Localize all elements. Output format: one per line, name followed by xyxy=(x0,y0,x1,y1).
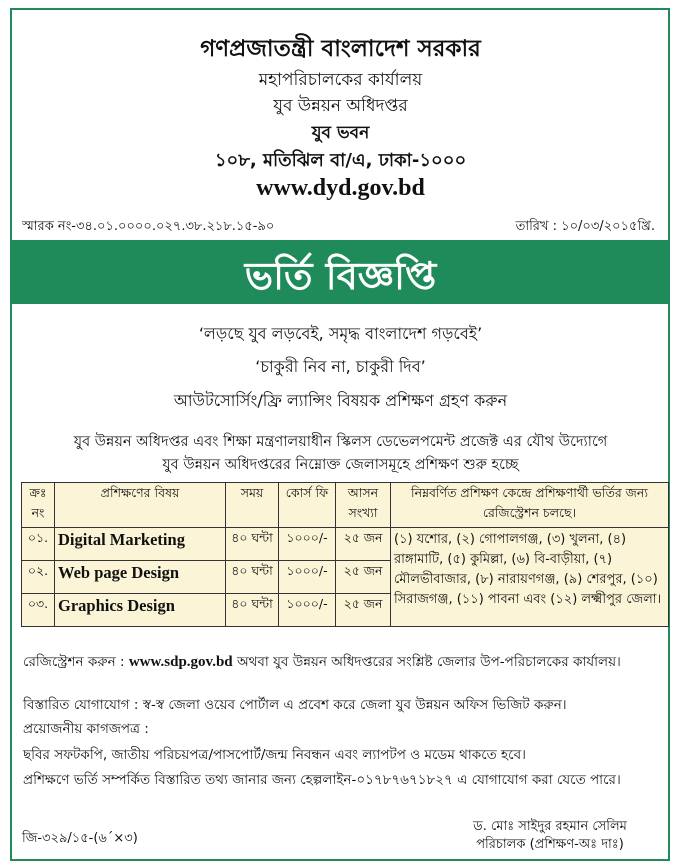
header-fee: কোর্স ফি xyxy=(279,483,336,528)
slogan-2: ‘চাকুরী নিব না, চাকুরী দিব’ xyxy=(255,357,426,376)
building-name: যুব ভবন xyxy=(311,123,370,143)
row-serial: ০৩. xyxy=(22,594,55,627)
course-table xyxy=(21,482,669,627)
header-serial: ক্রঃ নং xyxy=(22,483,55,528)
header-centers: নিম্নবর্ণিত প্রশিক্ষণ কেন্দ্রে প্রশিক্ষণার্থী ভর্তির জন্য রেজিস্ট্রেশন চলছে। xyxy=(391,483,669,528)
row-seats: ২৫ জন xyxy=(336,528,391,561)
signatory-name: ড. মোঃ সাইদুর রহমান সেলিম xyxy=(473,819,627,834)
department-website: www.dyd.gov.bd xyxy=(256,175,425,201)
reference-code: জি-৩২৯/১৫-(৬´×৩) xyxy=(22,831,138,846)
notice-title: ভর্তি বিজ্ঞপ্তি xyxy=(244,254,437,298)
header-subject: প্রশিক্ষণের বিষয় xyxy=(55,483,226,528)
training-centers: (১) যশোর, (২) গোপালগঞ্জ, (৩) খুলনা, (৪) রাঙ্গামাটি, (৫) কুমিল্লা, (৬) বি-বাড়ীয়া, (৭) মৌলভীবাজার, (৮) নারায়ণগঞ্জ, (৯) শেরপুর, (১০) সিরাজগঞ্জ, (১১) পাবনা এবং (১২) লক্ষ্মীপুর জেলা। xyxy=(391,528,669,627)
registration-link[interactable]: www.sdp.gov.bd xyxy=(128,654,233,670)
documents-list: ছবির সফটকপি, জাতীয় পরিচয়পত্র/পাসপোর্ট/জন্ম নিবন্ধন এবং ল্যাপটপ ও মডেম থাকতে হবে। xyxy=(23,747,526,763)
registration-prefix: রেজিস্ট্রেশন করুন : xyxy=(23,654,125,670)
memo-number: স্মারক নং-৩৪.০১.০০০০.০২৭.৩৮.২১৮.১৫-৯০ xyxy=(22,219,275,234)
header-duration: সময় xyxy=(226,483,279,528)
helpline-info: প্রশিক্ষণে ভর্তি সম্পর্কিত বিস্তারিত তথ্য জানার জন্য হেল্পলাইন-০১৭৮৭৬৭১৮২৭ এ যোগাযোগ করা যেতে পারে। xyxy=(23,772,621,788)
row-serial: ০২. xyxy=(22,561,55,594)
row-subject: Web page Design xyxy=(55,561,226,594)
slogan-1: ‘লড়ছে যুব লড়বেই, সমৃদ্ধ বাংলাদেশ গড়বেই’ xyxy=(198,324,483,343)
table-row xyxy=(22,528,669,561)
slogan-3: আউটসোর্সিং/ফ্রি ল্যান্সিং বিষয়ক প্রশিক্ষণ গ্রহণ করুন xyxy=(173,391,508,410)
signatory-title: পরিচালক (প্রশিক্ষণ-অঃ দাঃ) xyxy=(476,837,624,852)
documents-label: প্রয়োজনীয় কাগজপত্র : xyxy=(23,721,149,737)
department-name: যুব উন্নয়ন অধিদপ্তর xyxy=(273,96,408,116)
intro-line-2: যুব উন্নয়ন অধিদপ্তরের নিম্নোক্ত জেলাসমূহে প্রশিক্ষণ শুরু হচ্ছে xyxy=(162,457,519,473)
row-subject: Graphics Design xyxy=(55,594,226,627)
government-name: গণপ্রজাতন্ত্রী বাংলাদেশ সরকার xyxy=(200,36,481,62)
row-seats: ২৫ জন xyxy=(336,594,391,627)
office-name: মহাপরিচালকের কার্যালয় xyxy=(258,70,423,90)
table-header-row xyxy=(22,483,669,528)
row-fee: ১০০০/- xyxy=(279,561,336,594)
row-seats: ২৫ জন xyxy=(336,561,391,594)
row-fee: ১০০০/- xyxy=(279,594,336,627)
row-serial: ০১. xyxy=(22,528,55,561)
row-duration: ৪০ ঘন্টা xyxy=(226,561,279,594)
row-duration: ৪০ ঘন্টা xyxy=(226,528,279,561)
office-address: ১০৮, মতিঝিল বা/এ, ঢাকা-১০০০ xyxy=(214,150,467,171)
row-duration: ৪০ ঘন্টা xyxy=(226,594,279,627)
row-fee: ১০০০/- xyxy=(279,528,336,561)
registration-suffix: অথবা যুব উন্নয়ন অধিদপ্তরের সংশ্লিষ্ট জেলার উপ-পরিচালকের কার্যালয়। xyxy=(236,654,621,670)
row-subject: Digital Marketing xyxy=(55,528,226,561)
memo-date: তারিখ : ১০/০৩/২০১৫খ্রি. xyxy=(515,219,655,234)
registration-info xyxy=(23,652,663,672)
contact-info: বিস্তারিত যোগাযোগ : স্ব-স্ব জেলা ওয়েব পোর্টাল এ প্রবেশ করে জেলা যুব উন্নয়ন অফিস ভিজিট করুন। xyxy=(23,697,567,713)
header-seats: আসন সংখ্যা xyxy=(336,483,391,528)
intro-line-1: যুব উন্নয়ন অধিদপ্তর এবং শিক্ষা মন্ত্রণালয়াধীন স্কিলস ডেভেলপমেন্ট প্রজেক্ট এর যৌথ উদ্যোগে xyxy=(73,434,608,450)
